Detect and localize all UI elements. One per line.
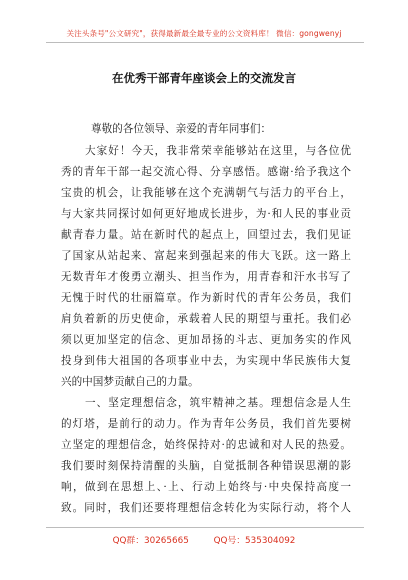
body-line-16: 我们要时刻保持清醒的头脑，自觉抵制各种错误思潮的影	[61, 460, 351, 472]
body-line-4: 与大家共同探讨如何更好地成长进步，为·和人民的事业贡	[61, 208, 351, 220]
body-line-9: 肩负着新的历史使命，承载着人民的期望与重托。我们必	[61, 313, 351, 325]
document-title: 在优秀干部青年座谈会上的交流发言	[112, 71, 296, 85]
body-line-5: 献青春力量。站在新时代的起点上，回望过去，我们见证	[61, 229, 351, 241]
salutation: 尊敬的各位领导、亲爱的青年同事们：	[91, 123, 272, 135]
footer-qq-number: QQ号：535304092	[213, 536, 296, 546]
body-line-8: 无愧于时代的壮丽篇章。作为新时代的青年公务员，我们	[61, 292, 351, 304]
body-line-10: 须以更加坚定的信念、更加昂扬的斗志、更加务实的作风	[61, 334, 351, 346]
body-line-7: 无数青年才俊勇立潮头、担当作为，用青春和汗水书写了	[61, 271, 351, 283]
body-line-12: 兴的中国梦贡献自己的力量。	[61, 376, 199, 388]
footer-qq-group: QQ群：30265665	[112, 536, 189, 546]
header-banner: 关注头条号"公文研究"，获得最新最全最专业的公文资料库！ 微信：gongwenyj	[66, 29, 342, 38]
body-line-11: 投身到伟大祖国的各项事业中去，为实现中华民族伟大复	[61, 355, 351, 367]
footer-divider	[46, 527, 364, 528]
body-line-15: 立坚定的理想信念，始终保持对·的忠诚和对人民的热爱。	[61, 439, 351, 451]
body-line-2: 秀的青年干部一起交流心得、分享感悟。感谢·给予我这个	[61, 166, 351, 178]
header-divider	[46, 42, 364, 43]
body-line-18: 致。同时，我们还要将理想信念转化为实际行动，将个人	[61, 502, 351, 514]
body-line-3: 宝贵的机会，让我能够在这个充满朝气与活力的平台上，	[61, 187, 351, 199]
body-line-1: 大家好！今天，我非常荣幸能够站在这里，与各位优	[85, 145, 351, 157]
body-line-6: 了国家从站起来、富起来到强起来的伟大飞跃。这一路上	[61, 250, 351, 262]
footer-contacts	[0, 533, 408, 546]
body-line-13: 一、坚定理想信念，筑牢精神之基。理想信念是人生	[85, 397, 351, 409]
body-line-14: 的灯塔，是前行的动力。作为青年公务员，我们首先要树	[61, 418, 351, 430]
body-line-17: 响，做到在思想上、·上、行动上始终与·中央保持高度一	[61, 481, 351, 493]
